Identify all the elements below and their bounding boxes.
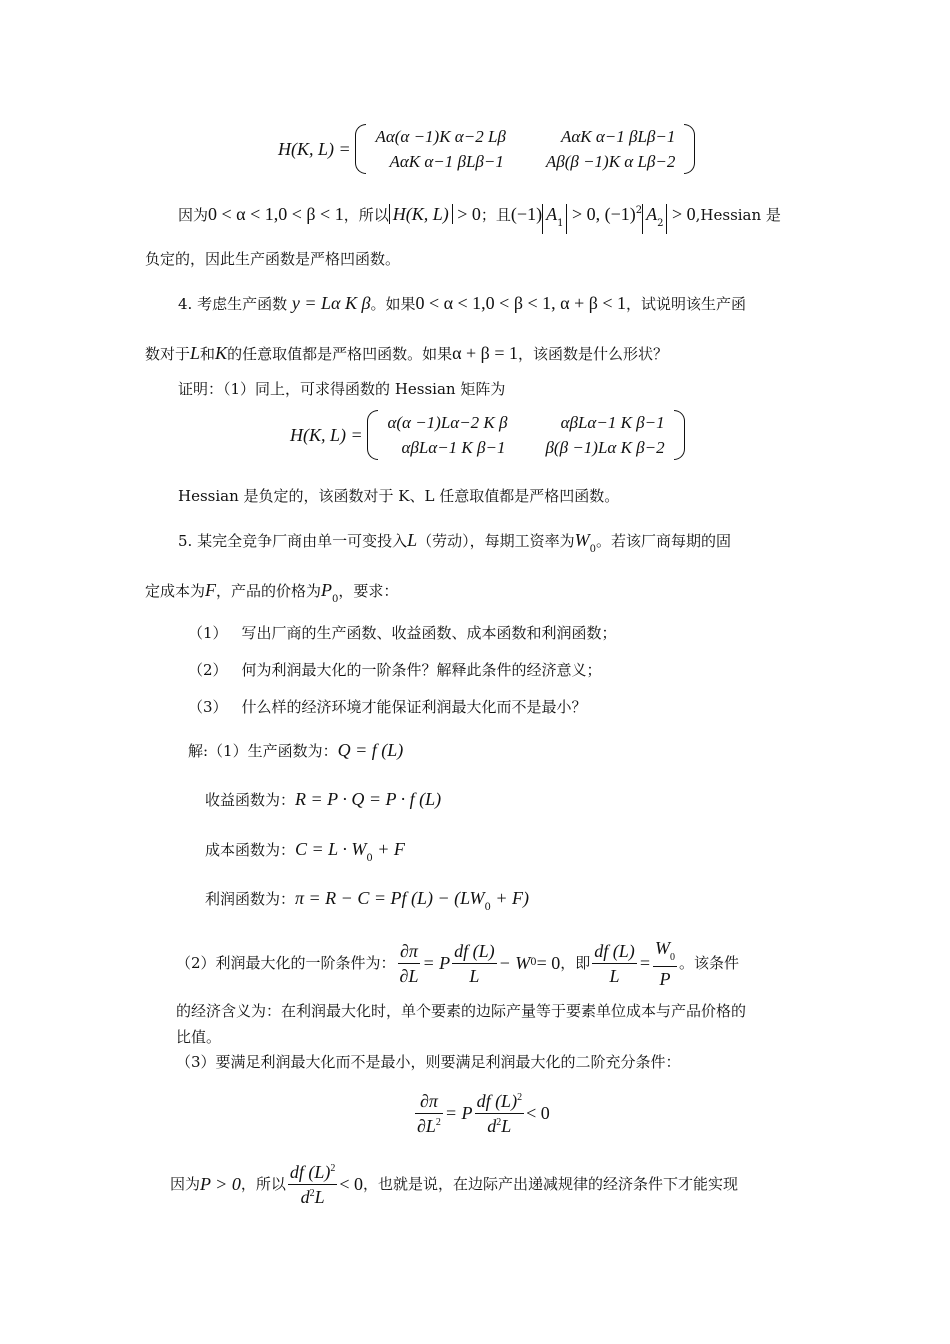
text: ，要求： <box>338 582 399 600</box>
subscript: 2 <box>657 218 664 229</box>
subscript: 1 <box>557 218 564 229</box>
text: 5. 某完全竞争厂商由单一可变投入 <box>178 532 408 550</box>
fraction <box>415 1092 443 1135</box>
math: K <box>215 343 228 363</box>
subscript: 0 <box>589 544 596 555</box>
hessian-lhs: H(K, L) = <box>290 425 363 445</box>
text: 的任意取值都是严格凹函数。如果 <box>227 345 453 363</box>
math: A <box>646 204 658 224</box>
text: ，也就是说，在边际产出递减规律的经济条件下才能实现 <box>363 1174 739 1193</box>
solution-production <box>188 741 403 759</box>
superscript: 2 <box>330 1162 336 1174</box>
list-number: （2） <box>188 661 228 679</box>
denominator: d <box>487 1115 497 1136</box>
subscript: 0 <box>484 902 491 913</box>
list-number: （3） <box>188 698 228 716</box>
paragraph-negdef <box>178 204 781 234</box>
superscript: 2 <box>517 1091 523 1103</box>
text: 因为 <box>178 206 209 224</box>
math: H(K, L) <box>392 204 449 224</box>
question-4-line2 <box>145 344 668 362</box>
math: π = R − C = Pf (L) − (LW <box>295 888 485 908</box>
math: R = P · Q = P · f (L) <box>295 789 442 809</box>
text: ，该函数是什么形状？ <box>517 345 668 363</box>
math: y = Lα K β <box>291 293 371 313</box>
text: 解:（1）生产函数为： <box>188 742 338 760</box>
text: 收益函数为： <box>205 791 296 809</box>
subscript: 0 <box>332 594 339 605</box>
math: Q = f (L) <box>337 740 404 760</box>
math: > 0, (−1) <box>567 204 636 224</box>
math-abs <box>389 204 453 224</box>
second-order-condition <box>413 1087 550 1139</box>
text: 何为利润最大化的一阶条件？解释此条件的经济意义； <box>241 661 602 679</box>
superscript: 2 <box>435 1116 441 1128</box>
fraction <box>398 942 421 985</box>
text: ，所以 <box>240 1174 286 1193</box>
denominator: P <box>659 968 671 989</box>
text: 和 <box>200 345 216 363</box>
text: （2）利润最大化的一阶条件为： <box>176 953 396 972</box>
math: F <box>205 580 217 600</box>
matrix-cell: AαK α−1 βLβ−1 <box>389 152 504 171</box>
matrix-cell: αβLα−1 K β−1 <box>560 413 665 432</box>
math: C = L · W <box>295 839 367 859</box>
text: 。若该厂商每期的固 <box>596 532 732 550</box>
solution-cost <box>205 840 405 864</box>
numerator: df (L) <box>476 1090 518 1111</box>
math: L <box>407 530 418 550</box>
math: P <box>321 580 333 600</box>
denominator: ∂L <box>417 1115 436 1136</box>
matrix-cell: α(α −1)Lα−2 K β <box>387 413 508 432</box>
proof-intro: 证明：（1）同上，可求得函数的 Hessian 矩阵为 <box>178 380 506 398</box>
question-4 <box>178 294 746 312</box>
math: P > 0 <box>200 1174 241 1194</box>
text: 利润函数为： <box>205 890 296 908</box>
denominator: d <box>300 1186 310 1207</box>
text: 什么样的经济环境才能保证利润最大化而不是最小？ <box>241 698 587 716</box>
subscript: 0 <box>366 853 373 864</box>
text: 因为 <box>170 1174 201 1193</box>
math: = 0 <box>536 953 561 973</box>
math: A <box>546 204 558 224</box>
numerator: df (L) <box>289 1161 331 1182</box>
second-order-intro: （3）要满足利润最大化而不是最小，则要满足利润最大化的二阶充分条件： <box>176 1053 681 1071</box>
text: 定成本为 <box>145 582 206 600</box>
math: 0 < α < 1,0 < β < 1 <box>208 204 344 224</box>
fraction <box>592 942 637 985</box>
numerator: ∂π <box>415 1092 443 1114</box>
text: ；且 <box>480 206 511 224</box>
text: 数对于 <box>145 345 191 363</box>
text: ，所以 <box>343 206 389 224</box>
text: 。该条件 <box>678 953 739 972</box>
fraction <box>452 942 497 985</box>
proof-conclusion: Hessian 是负定的，该函数对于 K、L 任意取值都是严格凹函数。 <box>178 487 620 505</box>
text: 。如果 <box>370 295 416 313</box>
math: + F <box>372 839 405 859</box>
math: − W <box>498 953 531 973</box>
math: < 0 <box>526 1103 550 1123</box>
question-5 <box>178 531 731 555</box>
math: = <box>638 953 651 973</box>
denominator: L <box>469 965 480 986</box>
matrix-cell: AαK α−1 βLβ−1 <box>560 127 676 146</box>
text: （劳动），每期工资率为 <box>417 532 575 550</box>
math: L <box>190 343 201 363</box>
math-abs <box>542 204 567 234</box>
list-item-1 <box>188 626 617 641</box>
hessian-matrix-1 <box>278 124 695 174</box>
superscript: 2 <box>309 1187 315 1199</box>
matrix-cell: Aβ(β −1)K α Lβ−2 <box>545 152 676 171</box>
numerator: W <box>654 937 670 958</box>
solution-revenue <box>205 790 441 808</box>
numerator: ∂π <box>398 942 421 964</box>
text: ，试说明该生产函 <box>626 295 747 313</box>
text: 成本函数为： <box>205 841 296 859</box>
math: = P <box>444 1103 473 1123</box>
denominator: L <box>501 1115 512 1136</box>
list-number: （1） <box>188 624 228 642</box>
math: (−1) <box>510 204 543 224</box>
math: + F) <box>490 888 529 908</box>
numerator: df (L) <box>452 942 497 964</box>
text: ,Hessian 是 <box>695 206 781 224</box>
matrix-cell: β(β −1)Lα K β−2 <box>545 438 665 457</box>
matrix-cell: αβLα−1 K β−1 <box>401 438 506 457</box>
math: < 0 <box>339 1174 364 1194</box>
text: ，即 <box>560 953 591 972</box>
text: ，产品的价格为 <box>216 582 322 600</box>
hessian-matrix-2 <box>290 410 685 460</box>
subscript: 0 <box>669 951 675 963</box>
denominator: ∂L <box>399 965 419 986</box>
first-order-condition <box>176 938 739 988</box>
math: 0 < α < 1,0 < β < 1, α + β < 1 <box>415 293 627 313</box>
superscript: 2 <box>496 1116 502 1128</box>
economic-meaning-line1: 的经济含义为：在利润最大化时，单个要素的边际产量等于要素单位成本与产品价格的 <box>176 1002 747 1020</box>
math: α + β = 1 <box>452 343 518 363</box>
hessian-lhs: H(K, L) = <box>278 139 351 159</box>
fraction <box>653 939 677 988</box>
economic-meaning-line2: 比值。 <box>176 1028 222 1046</box>
matrix-1 <box>355 124 695 174</box>
question-5-line2 <box>145 581 398 605</box>
solution-profit <box>205 889 529 913</box>
numerator: df (L) <box>592 942 637 964</box>
list-item-3 <box>188 700 587 715</box>
math-abs <box>642 204 667 234</box>
denominator: L <box>609 965 620 986</box>
paragraph-negdef-line2: 负定的，因此生产函数是严格凹函数。 <box>145 250 401 268</box>
matrix-cell: Aα(α −1)K α−2 Lβ <box>375 127 506 146</box>
list-item-2 <box>188 663 602 678</box>
fraction <box>475 1092 525 1135</box>
subscript: 0 <box>530 957 537 968</box>
math: > 0 <box>667 204 696 224</box>
fraction <box>288 1163 338 1206</box>
math: = P <box>422 953 451 973</box>
math: W <box>574 530 590 550</box>
final-paragraph <box>170 1158 738 1210</box>
superscript: 2 <box>635 205 643 216</box>
math: > 0 <box>452 204 481 224</box>
matrix-2 <box>367 410 684 460</box>
text: 写出厂商的生产函数、收益函数、成本函数和利润函数； <box>241 624 617 642</box>
text: 4. 考虑生产函数 <box>178 295 292 313</box>
denominator: L <box>314 1186 325 1207</box>
